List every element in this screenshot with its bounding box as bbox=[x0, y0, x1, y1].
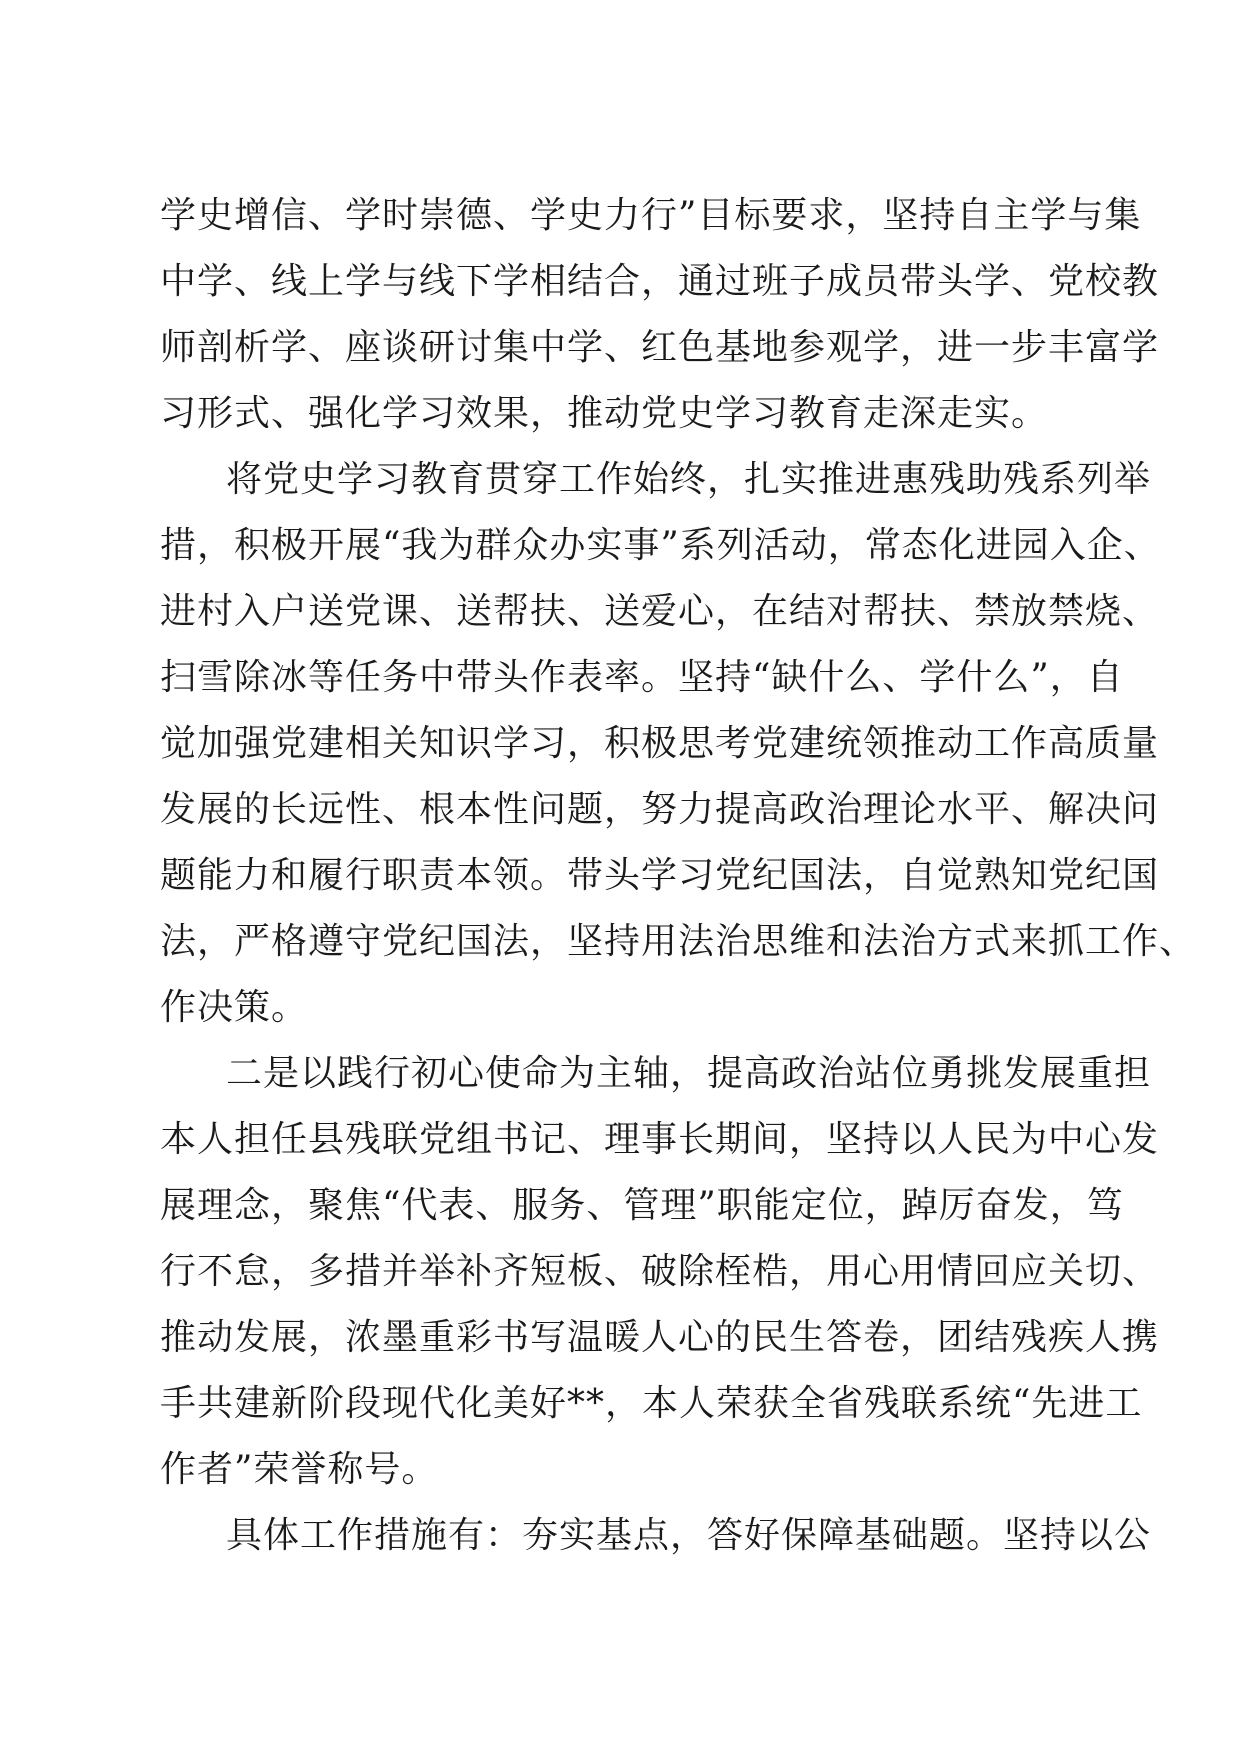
text-line-2: 中学、线上学与线下学相结合，通过班子成员带头学、党校教 bbox=[160, 261, 1160, 302]
text-line-19: 手共建新阶段现代化美好**，本人荣获全省残联系统“先进工 bbox=[160, 1383, 1143, 1424]
text-line-3: 师剖析学、座谈研讨集中学、红色基地参观学，进一步丰富学 bbox=[160, 327, 1160, 368]
paragraph-start-line-2: 具体工作措施有：夯实基点，答好保障基础题。坚持以公 bbox=[226, 1515, 1152, 1556]
text-line-6: 措，积极开展“我为群众办实事”系列活动，常态化进园入企、 bbox=[160, 525, 1161, 566]
text-line-7: 进村入户送党课、送帮扶、送爱心，在结对帮扶、禁放禁烧、 bbox=[160, 591, 1160, 632]
text-line-10: 发展的长远性、根本性问题，努力提高政治理论水平、解决问 bbox=[160, 789, 1160, 830]
text-line-9: 觉加强党建相关知识学习，积极思考党建统领推动工作高质量 bbox=[160, 723, 1160, 764]
text-line-17: 行不怠，多措并举补齐短板、破除桎梏，用心用情回应关切、 bbox=[160, 1251, 1160, 1292]
text-line-1: 学史增信、学时崇德、学史力行”目标要求，坚持自主学与集 bbox=[160, 195, 1142, 236]
paragraph-start-line: 将党史学习教育贯穿工作始终，扎实推进惠残助残系列举 bbox=[226, 459, 1152, 500]
text-line-4: 习形式、强化学习效果，推动党史学习教育走深走实。 bbox=[160, 393, 1049, 434]
text-line-15: 本人担任县残联党组书记、理事长期间，坚持以人民为中心发 bbox=[160, 1119, 1160, 1160]
text-line-8: 扫雪除冰等任务中带头作表率。坚持“缺什么、学什么”，自 bbox=[160, 657, 1124, 698]
section-heading-line: 二是以践行初心使命为主轴，提高政治站位勇挑发展重担 bbox=[226, 1053, 1152, 1094]
text-line-20: 作者”荣誉称号。 bbox=[160, 1449, 439, 1490]
text-line-13: 作决策。 bbox=[160, 987, 309, 1028]
text-line-18: 推动发展，浓墨重彩书写温暖人心的民生答卷，团结残疾人携 bbox=[160, 1317, 1160, 1358]
text-line-12: 法，严格遵守党纪国法，坚持用法治思维和法治方式来抓工作、 bbox=[160, 921, 1197, 962]
text-line-11: 题能力和履行职责本领。带头学习党纪国法，自觉熟知党纪国 bbox=[160, 855, 1160, 896]
text-line-16: 展理念，聚焦“代表、服务、管理”职能定位，踔厉奋发，笃 bbox=[160, 1185, 1124, 1226]
